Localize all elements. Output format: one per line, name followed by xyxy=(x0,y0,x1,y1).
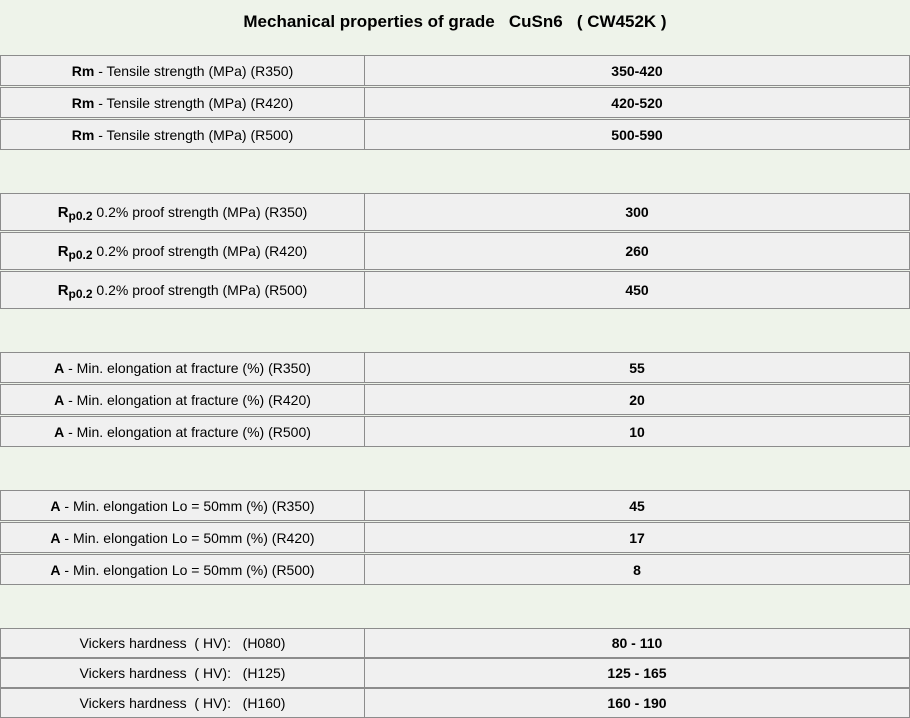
property-text: 0.2% proof strength (MPa) (R350) xyxy=(92,204,308,220)
property-label: Vickers hardness ( HV): (H160) xyxy=(0,689,365,717)
property-label xyxy=(0,88,365,117)
property-value: 500-590 xyxy=(365,120,910,149)
property-value: 450 xyxy=(365,272,910,308)
property-text: - Min. elongation at fracture (%) (R350) xyxy=(64,359,311,376)
property-subscript: p0.2 xyxy=(68,248,93,262)
property-label xyxy=(0,491,365,520)
property-symbol: Rm xyxy=(71,62,95,79)
property-symbol: A xyxy=(54,391,65,408)
table-row xyxy=(0,232,910,270)
property-text: - Min. elongation at fracture (%) (R500) xyxy=(64,423,311,440)
property-value: 17 xyxy=(365,523,910,552)
property-text: - Tensile strength (MPa) (R500) xyxy=(94,126,294,143)
property-subscript: p0.2 xyxy=(68,209,93,223)
table-row xyxy=(0,658,910,688)
property-value: 80 - 110 xyxy=(365,629,910,657)
table-row xyxy=(0,352,910,383)
table-row xyxy=(0,522,910,553)
property-symbol: R xyxy=(57,242,69,260)
table-row xyxy=(0,384,910,415)
property-text: - Min. elongation Lo = 50mm (%) (R500) xyxy=(60,561,315,578)
property-label xyxy=(0,555,365,584)
table-row xyxy=(0,271,910,309)
property-symbol: A xyxy=(50,497,61,514)
property-label xyxy=(0,417,365,446)
table-row xyxy=(0,87,910,118)
table-row xyxy=(0,688,910,718)
property-value: 45 xyxy=(365,491,910,520)
property-text: - Tensile strength (MPa) (R420) xyxy=(94,94,294,111)
property-label xyxy=(0,385,365,414)
property-text: - Min. elongation Lo = 50mm (%) (R350) xyxy=(60,497,315,514)
table-row xyxy=(0,554,910,585)
property-value: 260 xyxy=(365,233,910,269)
property-symbol: A xyxy=(54,423,65,440)
property-symbol: A xyxy=(50,561,61,578)
property-value: 160 - 190 xyxy=(365,689,910,717)
table-row xyxy=(0,193,910,231)
property-value: 125 - 165 xyxy=(365,659,910,687)
property-text: 0.2% proof strength (MPa) (R420) xyxy=(92,243,308,259)
property-text: - Tensile strength (MPa) (R350) xyxy=(94,62,294,79)
table-row xyxy=(0,416,910,447)
property-label xyxy=(0,194,365,230)
property-symbol: A xyxy=(54,359,65,376)
property-label xyxy=(0,233,365,269)
property-value: 300 xyxy=(365,194,910,230)
property-subscript: p0.2 xyxy=(68,287,93,301)
table-row xyxy=(0,628,910,658)
property-value: 8 xyxy=(365,555,910,584)
page-title: Mechanical properties of grade CuSn6 ( CW452K ) xyxy=(243,12,667,31)
table-row xyxy=(0,55,910,86)
property-symbol: R xyxy=(57,281,69,299)
property-value: 350-420 xyxy=(365,56,910,85)
property-label xyxy=(0,272,365,308)
property-label xyxy=(0,56,365,85)
property-label xyxy=(0,120,365,149)
property-text: - Min. elongation at fracture (%) (R420) xyxy=(64,391,311,408)
property-symbol: R xyxy=(57,203,69,221)
property-value: 10 xyxy=(365,417,910,446)
property-label xyxy=(0,353,365,382)
property-symbol: A xyxy=(50,529,61,546)
table-row xyxy=(0,490,910,521)
property-label: Vickers hardness ( HV): (H080) xyxy=(0,629,365,657)
property-symbol: Rm xyxy=(71,126,95,143)
property-symbol: Rm xyxy=(71,94,95,111)
property-value: 20 xyxy=(365,385,910,414)
property-text: 0.2% proof strength (MPa) (R500) xyxy=(92,282,308,298)
property-value: 420-520 xyxy=(365,88,910,117)
property-label: Vickers hardness ( HV): (H125) xyxy=(0,659,365,687)
property-label xyxy=(0,523,365,552)
property-text: - Min. elongation Lo = 50mm (%) (R420) xyxy=(60,529,315,546)
property-value: 55 xyxy=(365,353,910,382)
table-row xyxy=(0,119,910,150)
